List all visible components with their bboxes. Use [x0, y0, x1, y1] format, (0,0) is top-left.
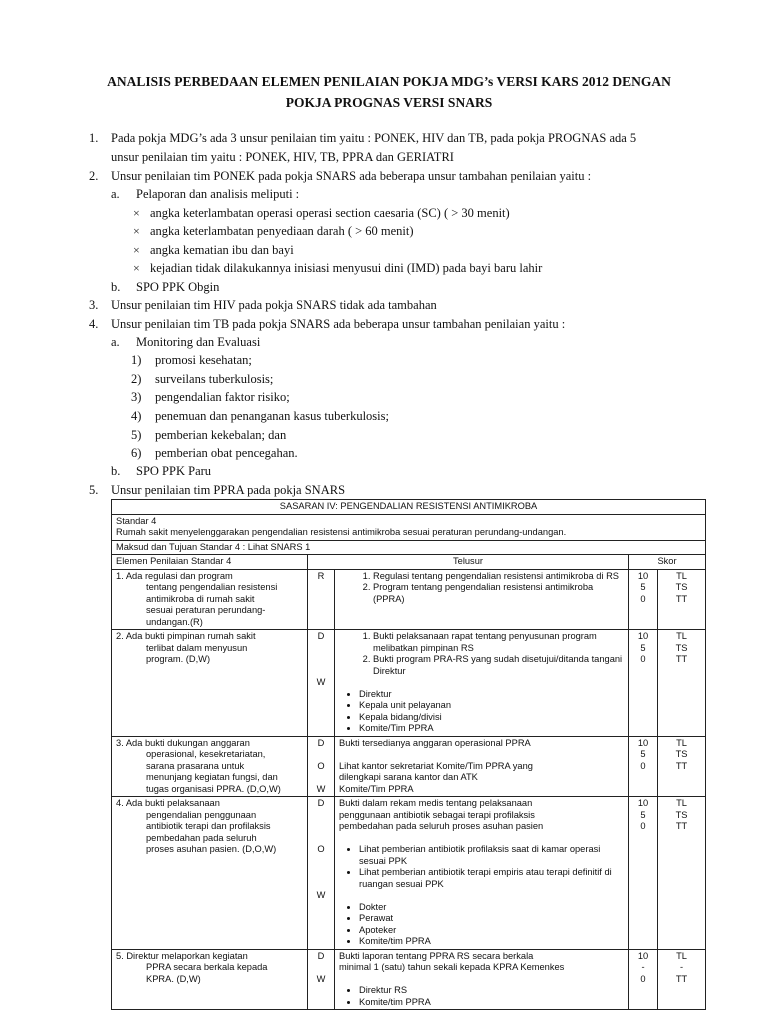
item-4-list-text: pengendalian faktor risiko; — [155, 390, 290, 404]
item-1-line-1: Pada pokja MDG’s ada 3 unsur penilaian tim yaitu : PONEK, HIV dan TB, pada pokja PROGNAS ada 5 — [111, 131, 637, 145]
item-3-text: Unsur penilaian tim HIV pada pokja SNARS tidak ada tambahan — [111, 298, 437, 312]
item-2-bullet-3: angka kematian ibu dan bayi — [150, 243, 294, 257]
item-4-list-text: penemuan dan penanganan kasus tuberkulosis; — [155, 409, 389, 423]
item-4-list-number: 3) — [131, 390, 142, 404]
item-5-text: Unsur penilaian tim PPRA pada pokja SNARS — [111, 483, 346, 497]
ket-cell: TL TS TT — [658, 736, 706, 797]
telusur-bullets-wawancara: • Dokter • Perawat • Apoteker • Komite/tim PPRA — [339, 902, 624, 948]
telusur-bullets-observasi: • Lihat pemberian antibiotik profilaksis saat di kamar operasi sesuai PPK • Lihat pemberian antibiotik terapi empiris atau terapi definitif di ruangan sesuai PPK — [339, 844, 624, 890]
elemen-cell: 5. Direktur melaporkan kegiatan PPRA secara berkala kepada KPRA. (D,W) — [112, 949, 308, 1010]
elemen-cell: 2. Ada bukti pimpinan rumah sakit terlibat dalam menyusun program. (D,W) — [112, 630, 308, 737]
item-4a-mark: a. — [111, 335, 120, 349]
telusur-cell — [335, 569, 629, 630]
telusur-bullets: • Direktur RS • Komite/tim PPRA — [339, 985, 624, 1008]
skor-cell: 10 5 0 — [629, 630, 658, 737]
code-cell: D O W — [308, 736, 335, 797]
standar-label: Standar 4 — [116, 515, 157, 526]
item-2-bullet-2: angka keterlambatan penyediaan darah ( > 60 menit) — [150, 224, 414, 238]
title-line-2: POKJA PROGNAS VERSI SNARS — [285, 95, 493, 110]
item-2-bullet-4: kejadian tidak dilakukannya inisiasi menyusui dini (IMD) pada bayi baru lahir — [150, 261, 543, 275]
cross-bullet-icon: × — [133, 261, 140, 275]
table-row — [112, 569, 706, 630]
title-line-1: ANALISIS PERBEDAAN ELEMEN PENILAIAN POKJA MDG’s VERSI KARS 2012 DENGAN — [107, 74, 671, 89]
table-row — [112, 949, 706, 1010]
elemen-cell: 3. Ada bukti dukungan anggaran operasional, kesekretariatan, sarana prasarana untuk menunjang kegiatan fungsi, dan tugas organisasi PPRA. (D,O,W) — [112, 736, 308, 797]
item-4-list-text: promosi kesehatan; — [155, 353, 252, 367]
table-maksud-row — [112, 540, 706, 555]
cross-bullet-icon: × — [133, 243, 140, 257]
item-1-number: 1. — [89, 131, 99, 145]
item-4-text: Unsur penilaian tim TB pada pokja SNARS ada beberapa unsur tambahan penilaian yaitu : — [111, 317, 566, 331]
ket-cell: TL TS TT — [658, 630, 706, 737]
item-3-number: 3. — [89, 298, 99, 312]
item-4-list-number: 4) — [131, 409, 142, 423]
item-2-bullet-1: angka keterlambatan operasi operasi section caesaria (SC) ( > 30 menit) — [150, 206, 510, 220]
cross-bullet-icon: × — [133, 224, 140, 238]
item-4-number: 4. — [89, 317, 99, 331]
standar-cell — [112, 514, 706, 540]
telusur-list: 1. Regulasi tentang pengendalian resistensi antimikroba di RS 2. Program tentang pengendalian resistensi antimikroba (PPRA) — [339, 571, 624, 606]
item-2a-mark: a. — [111, 187, 120, 201]
skor-cell: 10 - 0 — [629, 949, 658, 1010]
code-cell: R — [308, 569, 335, 630]
standar-text: Rumah sakit menyelenggarakan pengendalian resistensi antimikroba sesuai peraturan perundang-undangan. — [116, 527, 567, 537]
header-elemen: Elemen Penilaian Standar 4 — [112, 555, 308, 570]
telusur-list: 1. Bukti pelaksanaan rapat tentang penyusunan program melibatkan pimpinan RS 2. Bukti program PRA-RS yang sudah disetujui/ditanda tangani Direktur — [339, 631, 624, 677]
telusur-cell: Bukti dalam rekam medis tentang pelaksanaan penggunaan antibiotik sebagai terapi profilaksis pembedahan pada seluruh proses asuhan pasien • Lihat pemberian antibiotik profilaksis saat di kamar operasi sesuai PPK • Lihat pemberian antibiotik terapi empiris atau terapi definitif di ruangan sesuai PPK • Dokter • Perawat • Apoteker • Komite/tim PPRA — [335, 797, 629, 950]
item-4-list-text: surveilans tuberkulosis; — [155, 372, 274, 386]
item-4-list-text: pemberian obat pencegahan. — [155, 446, 298, 460]
item-4b-mark: b. — [111, 464, 121, 478]
telusur-bullets: • Direktur • Kepala unit pelayanan • Kepala bidang/divisi • Komite/Tim PPRA — [339, 689, 624, 735]
telusur-cell: Bukti laporan tentang PPRA RS secara berkala minimal 1 (satu) tahun sekali kepada KPRA Kemenkes • Direktur RS • Komite/tim PPRA — [335, 949, 629, 1010]
item-2b-mark: b. — [111, 280, 121, 294]
ket-cell: TL TS TT — [658, 797, 706, 950]
table-row — [112, 736, 706, 797]
item-2-text: Unsur penilaian tim PONEK pada pokja SNARS ada beberapa unsur tambahan penilaian yaitu : — [111, 169, 592, 183]
header-skor: Skor — [629, 555, 706, 570]
item-5-number: 5. — [89, 483, 99, 497]
skor-cell: 10 5 0 — [629, 797, 658, 950]
elemen-cell: 1. Ada regulasi dan program tentang pengendalian resistensi antimikroba di rumah sakit sesuai peraturan perundang- undangan.(R) — [112, 569, 308, 630]
item-4-list-number: 5) — [131, 428, 142, 442]
table-row — [112, 630, 706, 737]
table-header-row — [112, 555, 706, 570]
item-4a-text: Monitoring dan Evaluasi — [136, 335, 261, 349]
table-row — [112, 797, 706, 950]
table-standar-row — [112, 514, 706, 540]
sasaran-heading: SASARAN IV: PENGENDALIAN RESISTENSI ANTIMIKROBA — [112, 500, 706, 515]
code-cell: D W — [308, 949, 335, 1010]
item-1-line-2: unsur penilaian tim yaitu : PONEK, HIV, TB, PPRA dan GERIATRI — [111, 150, 454, 164]
header-telusur: Telusur — [308, 555, 629, 570]
item-2a-text: Pelaporan dan analisis meliputi : — [136, 187, 300, 201]
item-4-list-number: 6) — [131, 446, 142, 460]
document-title — [60, 71, 718, 113]
maksud-cell: Maksud dan Tujuan Standar 4 : Lihat SNARS 1 — [112, 540, 706, 555]
ket-cell: TL - TT — [658, 949, 706, 1010]
item-2-number: 2. — [89, 169, 99, 183]
item-2b-text: SPO PPK Obgin — [136, 280, 220, 294]
cross-bullet-icon: × — [133, 206, 140, 220]
skor-cell: 10 5 0 — [629, 736, 658, 797]
ket-cell: TL TS TT — [658, 569, 706, 630]
code-cell: D W — [308, 630, 335, 737]
table-sasaran-row — [112, 500, 706, 515]
telusur-cell — [335, 630, 629, 737]
code-cell: D O W — [308, 797, 335, 950]
item-4-list-text: pemberian kekebalan; dan — [155, 428, 287, 442]
telusur-cell: Bukti tersedianya anggaran operasional PPRA Lihat kantor sekretariat Komite/Tim PPRA yang dilengkapi sarana kantor dan ATK Komite/Tim PPRA — [335, 736, 629, 797]
item-4b-text: SPO PPK Paru — [136, 464, 212, 478]
ppra-standard-table — [111, 499, 706, 1010]
item-4-list-number: 2) — [131, 372, 142, 386]
item-4-list-number: 1) — [131, 353, 142, 367]
skor-cell: 10 5 0 — [629, 569, 658, 630]
elemen-cell: 4. Ada bukti pelaksanaan pengendalian penggunaan antibiotik terapi dan profilaksis pembedahan pada seluruh proses asuhan pasien. (D,O,W) — [112, 797, 308, 950]
